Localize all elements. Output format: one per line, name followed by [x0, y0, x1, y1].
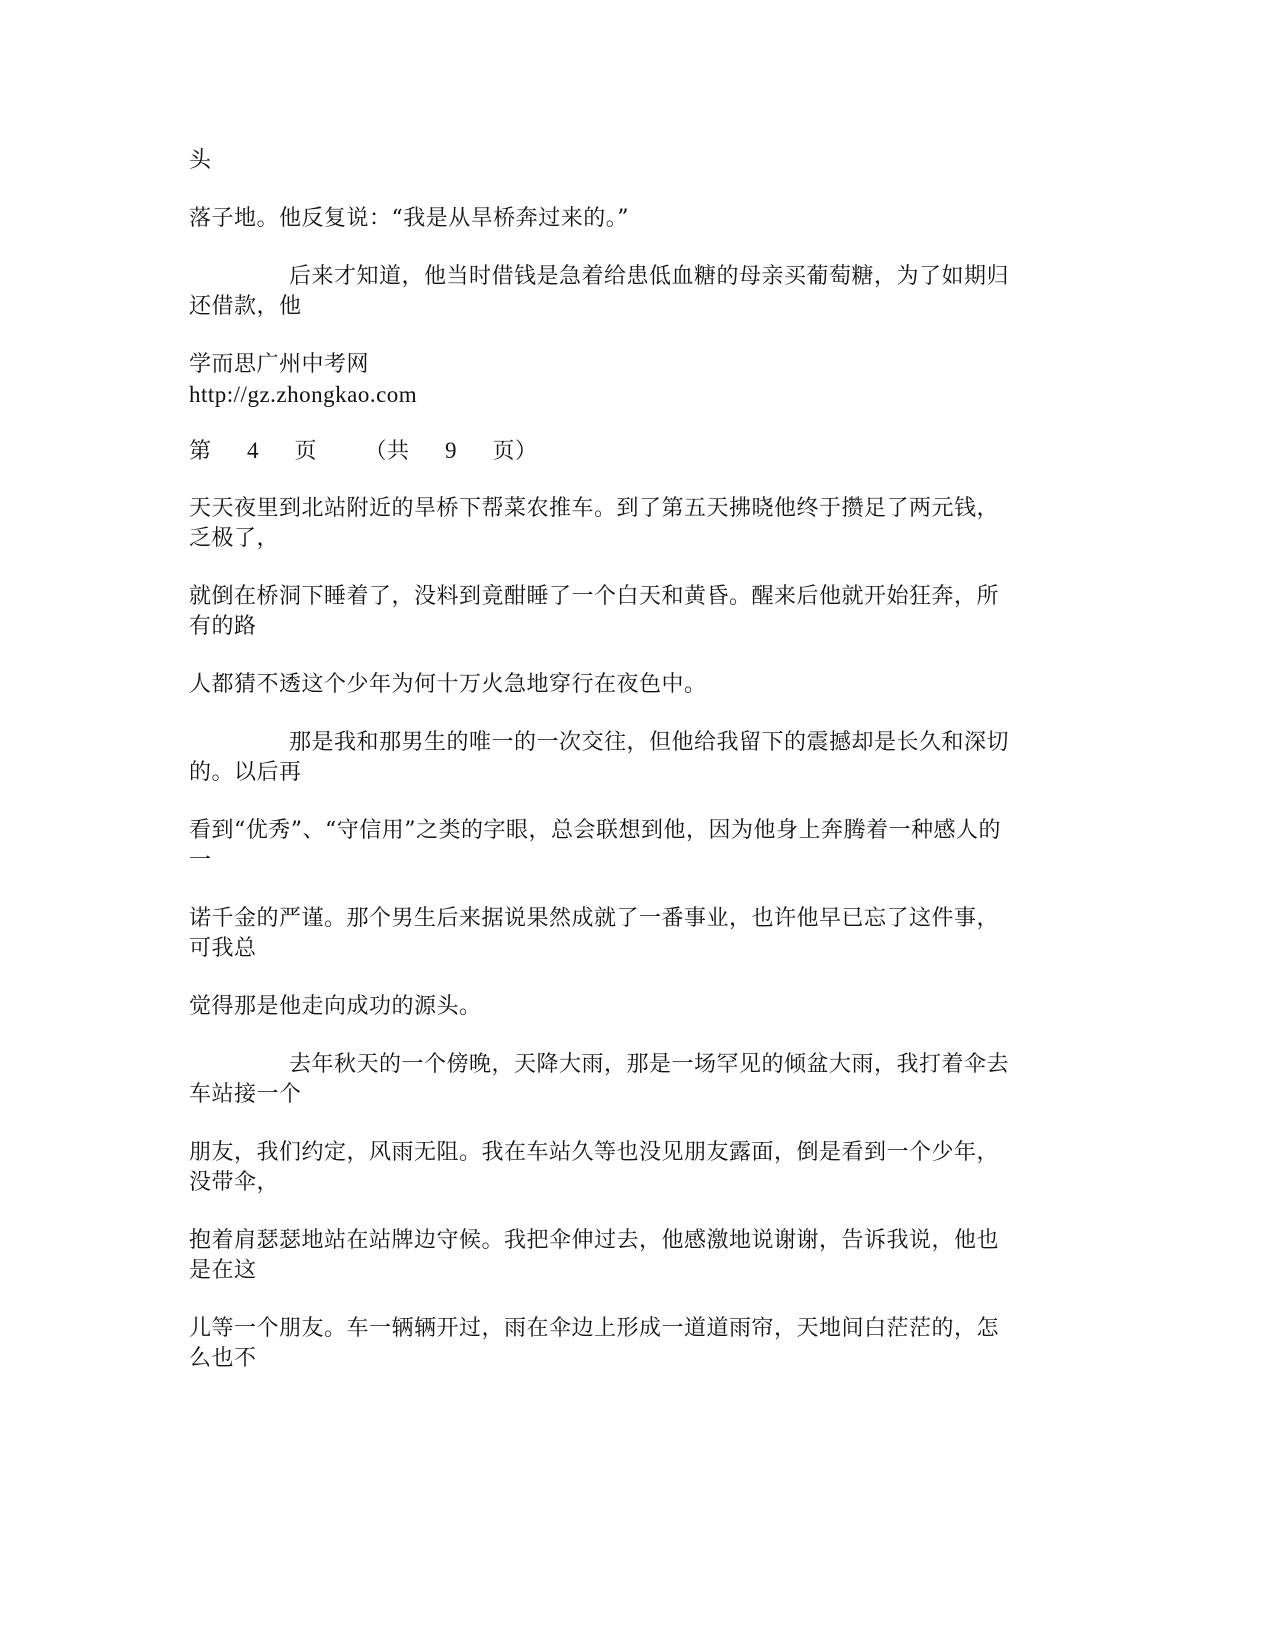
page-label-ye: 页	[294, 439, 318, 464]
text-line: 是在这	[189, 1258, 257, 1283]
text-line: 车站接一个	[189, 1082, 302, 1107]
site-name: 学而思广州中考网	[189, 352, 370, 377]
paragraph-start-line: 后来才知道，他当时借钱是急着给患低血糖的母亲买葡萄糖，为了如期归	[289, 264, 1010, 289]
text-line: 就倒在桥洞下睡着了，没料到竟酣睡了一个白天和黄昏。醒来后他就开始狂奔，所	[189, 584, 1000, 609]
text-line: 头	[189, 148, 212, 173]
text-line: 天天夜里到北站附近的旱桥下帮菜农推车。到了第五天拂晓他终于攒足了两元钱，	[189, 496, 1000, 521]
text-line: 还借款，他	[189, 294, 302, 319]
text-line: 朋友，我们约定，风雨无阻。我在车站久等也没见朋友露面，倒是看到一个少年，	[189, 1140, 1000, 1165]
text-line: 可我总	[189, 936, 257, 961]
text-line: 诺千金的严谨。那个男生后来据说果然成就了一番事业，也许他早已忘了这件事，	[189, 906, 1000, 931]
text-line: 儿等一个朋友。车一辆辆开过，雨在伞边上形成一道道雨帘，天地间白茫茫的，怎	[189, 1316, 1000, 1341]
text-line: 乏极了，	[189, 526, 280, 551]
page-total-close: 页）	[492, 439, 538, 464]
site-url: http://gz.zhongkao.com	[189, 382, 418, 407]
text-line: 落子地。他反复说：“我是从旱桥奔过来的。”	[189, 206, 629, 231]
page-indicator	[189, 436, 1089, 467]
text-line: 有的路	[189, 614, 257, 639]
page-number: 4	[247, 438, 260, 463]
paragraph-start-line: 那是我和那男生的唯一的一次交往，但他给我留下的震撼却是长久和深切	[289, 730, 1010, 755]
page-total: 9	[445, 438, 458, 463]
paragraph-start-line: 去年秋天的一个傍晚，天降大雨，那是一场罕见的倾盆大雨，我打着伞去	[289, 1052, 1010, 1077]
page-label-di: 第	[189, 439, 212, 464]
text-line: 看到“优秀”、“守信用”之类的字眼，总会联想到他，因为他身上奔腾着一种感人的	[189, 818, 1001, 843]
text-line: 一	[189, 848, 212, 873]
text-line: 人都猜不透这个少年为何十万火急地穿行在夜色中。	[189, 672, 707, 697]
text-line: 的。以后再	[189, 760, 302, 785]
text-line: 么也不	[189, 1346, 257, 1371]
text-line: 没带伞，	[189, 1170, 280, 1195]
text-line: 觉得那是他走向成功的源头。	[189, 994, 482, 1019]
page-total-open: （共	[364, 439, 410, 464]
text-line: 抱着肩瑟瑟地站在站牌边守候。我把伞伸过去，他感激地说谢谢，告诉我说，他也	[189, 1228, 1000, 1253]
